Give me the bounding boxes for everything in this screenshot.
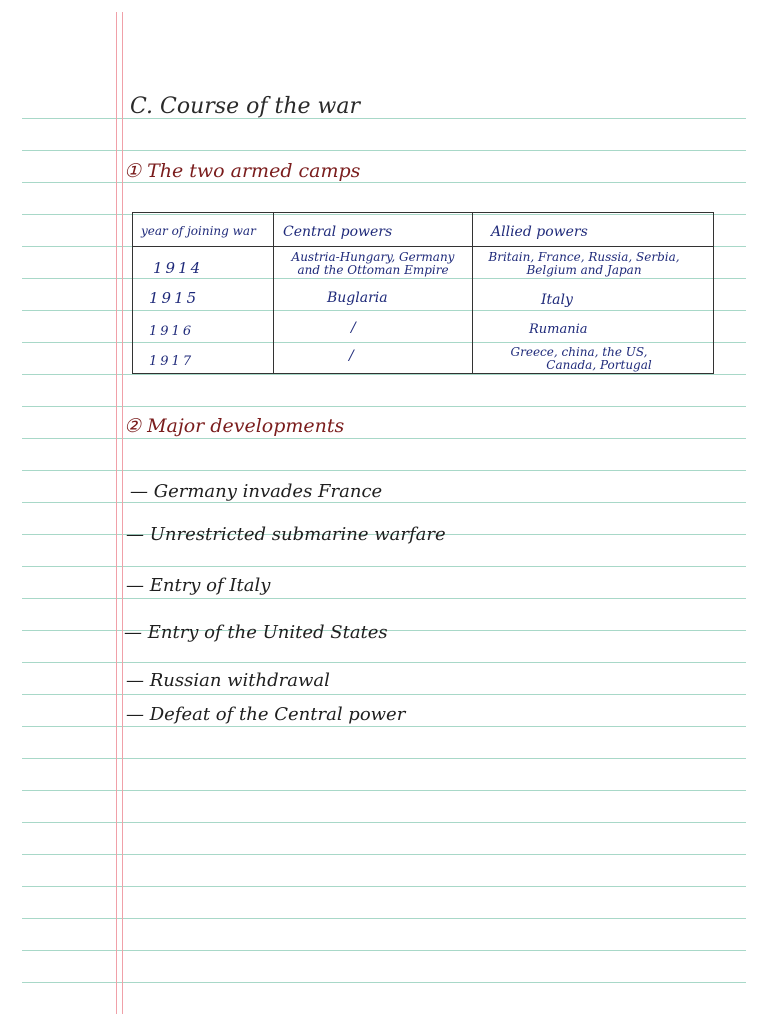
ruled-line <box>22 150 746 151</box>
table-cell-central: Buglaria <box>327 290 388 306</box>
table-divider <box>273 213 274 373</box>
ruled-line <box>22 886 746 887</box>
table-cell-line: Greece, china, the US, <box>510 345 648 359</box>
ruled-line <box>22 918 746 919</box>
table-header-year: year of joining war <box>141 224 256 238</box>
table-cell-year: 1916 <box>149 324 195 339</box>
ruled-line <box>22 694 746 695</box>
ruled-line <box>22 854 746 855</box>
list-item: — Germany invades France <box>130 481 383 502</box>
ruled-line <box>22 982 746 983</box>
list-item: — Entry of the United States <box>124 622 388 643</box>
table-cell-year: 1914 <box>153 259 204 277</box>
ruled-line <box>22 566 746 567</box>
table-cell-central <box>278 251 468 276</box>
ruled-line <box>22 438 746 439</box>
ruled-line <box>22 790 746 791</box>
table-header-allied: Allied powers <box>491 224 588 240</box>
ruled-line <box>22 662 746 663</box>
ruled-line <box>22 406 746 407</box>
table-cell-year: 1915 <box>149 289 200 307</box>
ruled-line <box>22 374 746 375</box>
list-item: — Russian withdrawal <box>126 670 330 691</box>
list-item: — Unrestricted submarine warfare <box>126 524 446 545</box>
table-cell-allied: Rumania <box>529 322 588 337</box>
ruled-line <box>22 598 746 599</box>
table-cell-line: Austria-Hungary, Germany <box>291 250 455 264</box>
alliances-table <box>132 212 714 374</box>
list-item: — Entry of Italy <box>126 575 271 596</box>
section-title: C. Course of the war <box>130 94 360 119</box>
table-cell-allied <box>473 251 695 276</box>
ruled-line <box>22 470 746 471</box>
ruled-line <box>22 502 746 503</box>
table-cell-central: / <box>349 348 354 364</box>
subheading-armed-camps: ① The two armed camps <box>124 160 361 182</box>
list-item: — Defeat of the Central power <box>126 704 406 725</box>
ruled-line <box>22 182 746 183</box>
table-cell-line: Canada, Portugal <box>546 357 652 372</box>
table-cell-line: Britain, France, Russia, Serbia, <box>488 250 680 264</box>
table-cell-allied <box>479 346 679 371</box>
subheading-major-developments: ② Major developments <box>124 415 345 437</box>
table-header-divider <box>133 246 713 247</box>
ruled-line <box>22 822 746 823</box>
margin-line-left <box>116 12 117 1014</box>
ruled-line <box>22 758 746 759</box>
margin-line-right <box>122 12 123 1014</box>
ruled-line <box>22 950 746 951</box>
table-cell-year: 1917 <box>149 354 195 369</box>
table-header-central: Central powers <box>283 224 393 240</box>
table-cell-line: Belgium and Japan <box>526 262 642 277</box>
table-cell-allied: Italy <box>541 292 573 308</box>
table-divider <box>472 213 473 373</box>
table-cell-line: and the Ottoman Empire <box>297 262 449 277</box>
ruled-line <box>22 726 746 727</box>
table-cell-central: / <box>351 320 356 336</box>
